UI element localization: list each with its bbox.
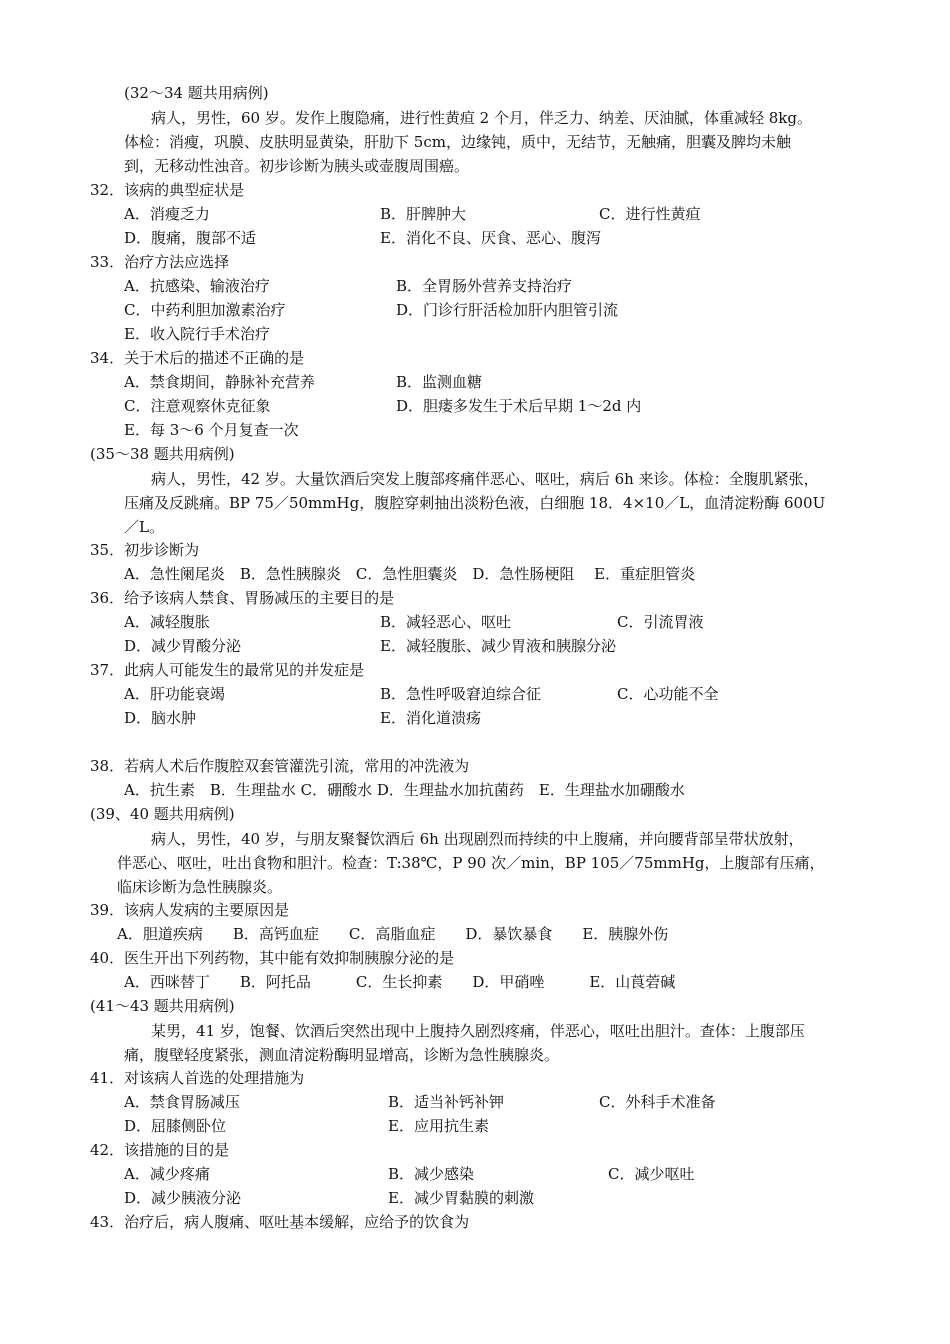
text-line: B．急性呼吸窘迫综合征 (380, 685, 542, 703)
text-line: C．心功能不全 (617, 685, 719, 703)
text-line: D．减少胃酸分泌 (124, 637, 242, 655)
text-line: (39、40 题共用病例) (90, 805, 235, 823)
text-line: C．进行性黄疸 (599, 205, 701, 223)
text-line: 病人，男性，60 岁。发作上腹隐痛，进行性黄疸 2 个月，伴乏力、纳差、厌油腻，体重减轻 8kg。 (151, 109, 812, 127)
text-line: 41．对该病人首选的处理措施为 (90, 1069, 305, 1087)
text-line: D．减少胰液分泌 (124, 1189, 242, 1207)
text-line: 38．若病人术后作腹腔双套管灌洗引流，常用的冲洗液为 (90, 757, 470, 775)
text-line: E．每 3～6 个月复查一次 (124, 421, 299, 439)
text-line: A．禁食胃肠减压 (124, 1093, 240, 1111)
text-line: A．抗感染、输液治疗 (124, 277, 270, 295)
text-line: E．消化道溃疡 (380, 709, 481, 727)
text-line: A．西咪替丁 B．阿托品 C．生长抑素 D．甲硝唑 E．山莨菪碱 (124, 973, 676, 991)
text-line: D．脑水肿 (124, 709, 197, 727)
text-line: 33．治疗方法应选择 (90, 253, 230, 271)
text-line: 39．该病人发病的主要原因是 (90, 901, 290, 919)
text-line: A．减少疼痛 (124, 1165, 210, 1183)
text-line: 病人，男性，40 岁，与朋友聚餐饮酒后 6h 出现剧烈而持续的中上腹痛，并向腰背部呈带状放射， (151, 830, 804, 848)
text-line: C．中药利胆加激素治疗 (124, 301, 286, 319)
text-line: 痛，腹壁轻度紧张，测血清淀粉酶明显增高，诊断为急性胰腺炎。 (124, 1046, 560, 1064)
text-line: 体检：消瘦，巩膜、皮肤明显黄染，肝肋下 5cm，边缘钝，质中，无结节，无触痛，胆囊及脾均未触 (124, 133, 791, 151)
text-line: 34．关于术后的描述不正确的是 (90, 349, 305, 367)
text-line: A．禁食期间，静脉补充营养 (124, 373, 315, 391)
text-line: B．监测血糖 (396, 373, 483, 391)
text-line: B．减少感染 (388, 1165, 475, 1183)
text-line: E．减少胃黏膜的刺激 (388, 1189, 534, 1207)
text-line: D．门诊行肝活检加肝内胆管引流 (396, 301, 619, 319)
text-line: E．收入院行手术治疗 (124, 325, 270, 343)
text-line: (41～43 题共用病例) (90, 997, 235, 1015)
text-line: D．胆瘘多发生于术后早期 1～2d 内 (396, 397, 642, 415)
text-line: C．引流胃液 (617, 613, 704, 631)
text-line: 40．医生开出下列药物，其中能有效抑制胰腺分泌的是 (90, 949, 455, 967)
text-line: 37．此病人可能发生的最常见的并发症是 (90, 661, 365, 679)
text-line: 病人，男性，42 岁。大量饮酒后突发上腹部疼痛伴恶心、呕吐，病后 6h 来诊。体检：全腹肌紧张， (151, 470, 819, 488)
text-line: A．消瘦乏力 (124, 205, 210, 223)
text-line: E．应用抗生素 (388, 1117, 489, 1135)
text-line: 32．该病的典型症状是 (90, 181, 245, 199)
text-line: A．抗生素 B．生理盐水 C．硼酸水 D．生理盐水加抗菌药 E．生理盐水加硼酸水 (124, 781, 685, 799)
text-line: 35．初步诊断为 (90, 541, 200, 559)
text-line: A．急性阑尾炎 B．急性胰腺炎 C．急性胆囊炎 D．急性肠梗阻 E．重症胆管炎 (124, 565, 696, 583)
text-line: A．减轻腹胀 (124, 613, 210, 631)
text-line: B．减轻恶心、呕吐 (380, 613, 512, 631)
text-line: 压痛及反跳痛。BP 75／50mmHg，腹腔穿刺抽出淡粉色液，白细胞 18．4×10／L，血清淀粉酶 600U (124, 494, 826, 512)
text-line: E．消化不良、厌食、恶心、腹泻 (380, 229, 601, 247)
text-line: A．胆道疾病 B．高钙血症 C．高脂血症 D．暴饮暴食 E．胰腺外伤 (117, 925, 669, 943)
text-line: 某男，41 岁，饱餐、饮酒后突然出现中上腹持久剧烈疼痛，伴恶心，呕吐出胆汁。查体：上腹部压 (151, 1022, 805, 1040)
text-line: 43．治疗后，病人腹痛、呕吐基本缓解，应给予的饮食为 (90, 1213, 470, 1231)
text-line: ／L。 (124, 518, 164, 536)
text-line: 临床诊断为急性胰腺炎。 (117, 878, 283, 896)
text-line: 42．该措施的目的是 (90, 1141, 230, 1159)
text-line: B．适当补钙补钾 (388, 1093, 505, 1111)
text-line: A．肝功能衰竭 (124, 685, 225, 703)
text-line: 到，无移动性浊音。初步诊断为胰头或壶腹周围癌。 (124, 157, 470, 175)
text-line: D．腹痛，腹部不适 (124, 229, 257, 247)
text-line: (32～34 题共用病例) (124, 84, 269, 102)
text-line: 伴恶心、呕吐，吐出食物和胆汁。检查：T:38℃，P 90 次／min，BP 105／75mmHg，上腹部有压痛， (117, 854, 825, 872)
text-line: C．注意观察休克征象 (124, 397, 271, 415)
text-line: 36．给予该病人禁食、胃肠减压的主要目的是 (90, 589, 395, 607)
text-line: C．外科手术准备 (599, 1093, 716, 1111)
text-line: D．屈膝侧卧位 (124, 1117, 227, 1135)
text-line: E．减轻腹胀、减少胃液和胰腺分泌 (380, 637, 616, 655)
text-line: B．肝脾肿大 (380, 205, 467, 223)
text-line: B．全胃肠外营养支持治疗 (396, 277, 573, 295)
text-line: (35～38 题共用病例) (90, 445, 235, 463)
text-line: C．减少呕吐 (608, 1165, 695, 1183)
